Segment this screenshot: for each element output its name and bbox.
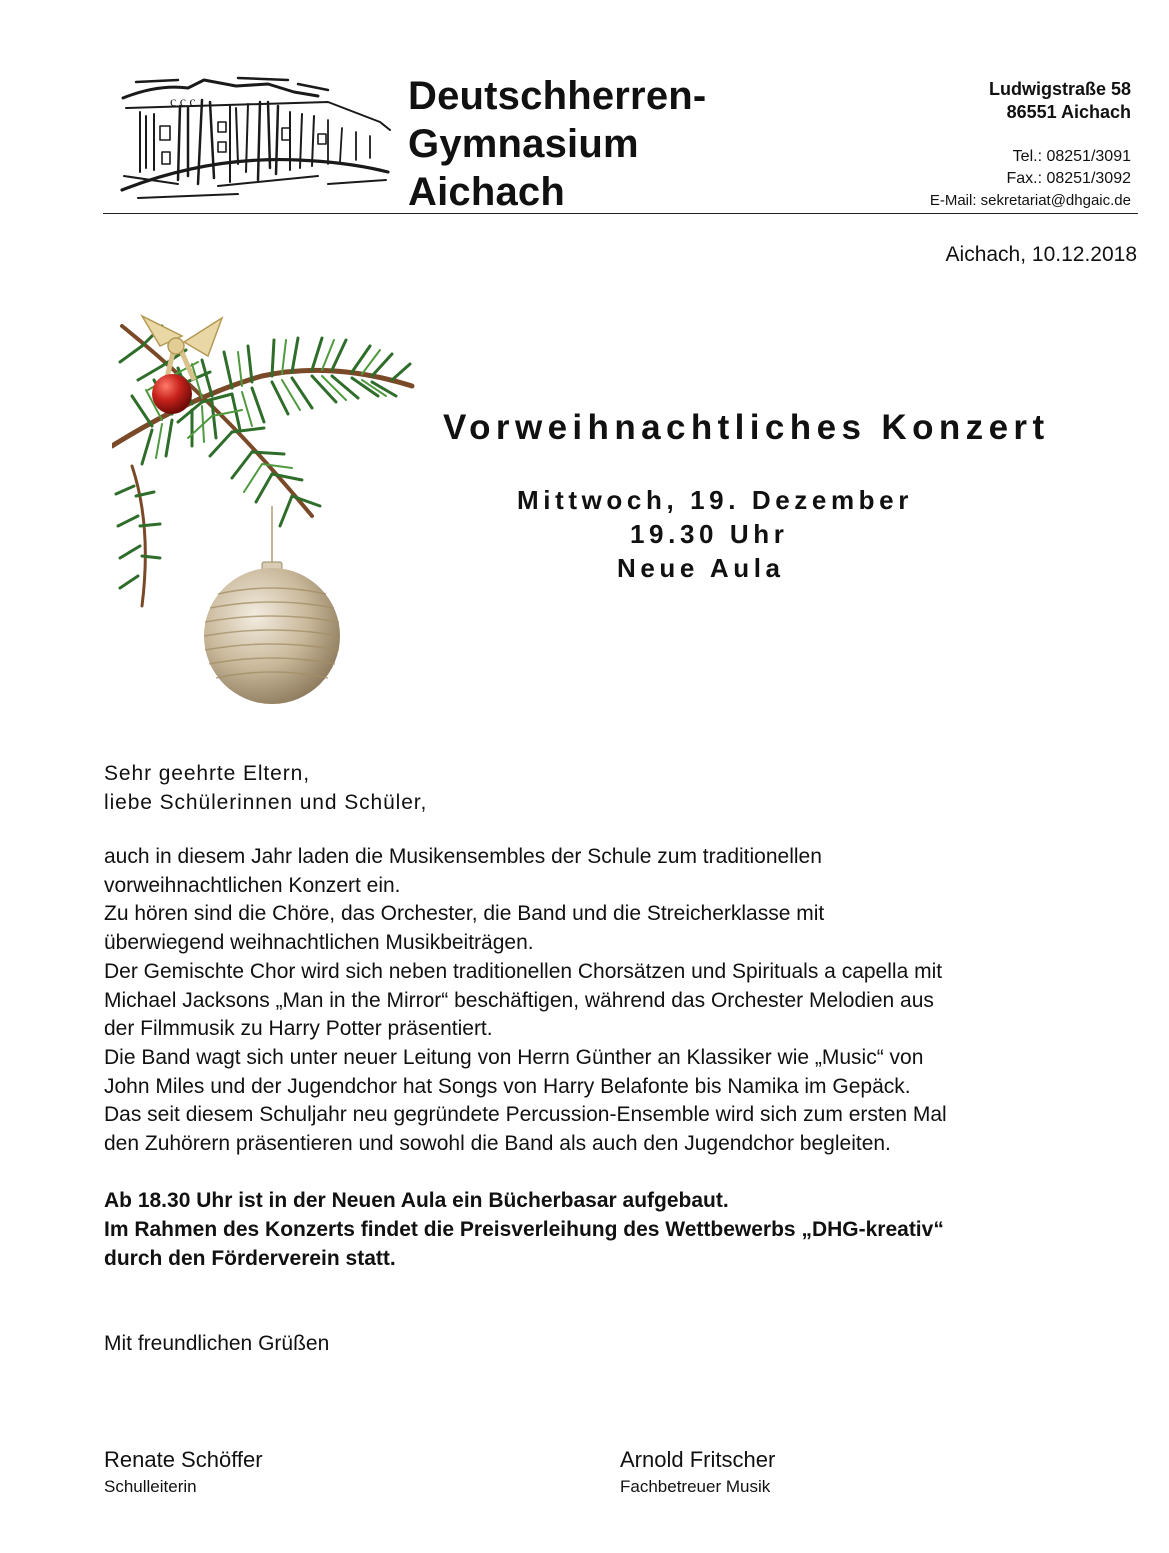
- notice-line: Ab 18.30 Uhr ist in der Neuen Aula ein Bücherbasar aufgebaut.: [104, 1189, 729, 1212]
- signature-role-music-head: Fachbetreuer Musik: [620, 1477, 771, 1496]
- school-name: [408, 72, 706, 216]
- notice-line: durch den Förderverein statt.: [104, 1247, 396, 1270]
- body-line: auch in diesem Jahr laden die Musikensembles der Schule zum traditionellen: [104, 845, 822, 868]
- contact-fax: Fax.: 08251/3092: [1006, 170, 1131, 187]
- body-line: Zu hören sind die Chöre, das Orchester, die Band und die Streicherklasse mit: [104, 902, 825, 926]
- body-line: den Zuhörern präsentieren und sowohl die Band als auch den Jugendchor begleiten.: [104, 1132, 891, 1156]
- body-line: überwiegend weihnachtlichen Musikbeiträgen.: [104, 931, 534, 955]
- signature-name-principal: Renate Schöffer: [104, 1447, 263, 1472]
- notice-line: Im Rahmen des Konzerts findet die Preisverleihung des Wettbewerbs „DHG-kreativ“: [104, 1218, 944, 1241]
- salutation-line: liebe Schülerinnen und Schüler,: [104, 791, 428, 814]
- christmas-branch-illustration: [112, 306, 422, 706]
- header-divider: [103, 213, 1138, 214]
- letter-date: Aichach, 10.12.2018: [945, 243, 1137, 266]
- event-venue: Neue Aula: [617, 553, 785, 583]
- address-city: 86551 Aichach: [1006, 102, 1131, 122]
- body-line: Das seit diesem Schuljahr neu gegründete Percussion-Ensemble wird sich zum ersten Mal: [104, 1103, 947, 1127]
- school-name-line-1: Deutschherren-: [408, 74, 707, 118]
- address-street: Ludwigstraße 58: [988, 79, 1131, 99]
- body-line: Die Band wagt sich unter neuer Leitung von Herrn Günther an Klassiker wie „Music“ von: [104, 1045, 924, 1069]
- gold-bauble: [204, 506, 340, 704]
- event-time: 19.30 Uhr: [630, 519, 789, 549]
- event-date: Mittwoch, 19. Dezember: [517, 485, 913, 515]
- letter-salutation: [104, 759, 427, 817]
- body-line: John Miles und der Jugendchor hat Songs von Harry Belafonte bis Namika im Gepäck.: [104, 1074, 911, 1098]
- school-name-line-3: Aichach: [408, 170, 566, 214]
- body-line: Michael Jacksons „Man in the Mirror“ beschäftigen, während das Orchester Melodien aus: [104, 988, 934, 1012]
- contact-tel: Tel.: 08251/3091: [1012, 148, 1131, 165]
- body-line: Der Gemischte Chor wird sich neben traditionellen Chorsätzen und Spirituals a capella mit: [104, 959, 943, 983]
- body-line: vorweihnachtlichen Konzert ein.: [104, 873, 401, 897]
- school-address: [989, 78, 1131, 124]
- school-contact: [930, 146, 1131, 212]
- signature-name-music-head: Arnold Fritscher: [620, 1447, 776, 1472]
- letter-closing: Mit freundlichen Grüßen: [104, 1332, 330, 1355]
- contact-email: E-Mail: sekretariat@dhgaic.de: [929, 192, 1131, 209]
- body-line: der Filmmusik zu Harry Potter präsentiert.: [104, 1017, 493, 1041]
- school-name-line-2: Gymnasium: [408, 122, 639, 166]
- event-title: Vorweihnachtliches Konzert: [443, 408, 1050, 447]
- school-logo-sketch: [118, 72, 398, 204]
- svg-text:c c c: c c c: [170, 95, 196, 110]
- salutation-line: Sehr geehrte Eltern,: [104, 762, 310, 785]
- letter-notice: [104, 1186, 1144, 1273]
- letter-body: [104, 843, 1144, 1159]
- signature-role-principal: Schulleiterin: [104, 1477, 197, 1496]
